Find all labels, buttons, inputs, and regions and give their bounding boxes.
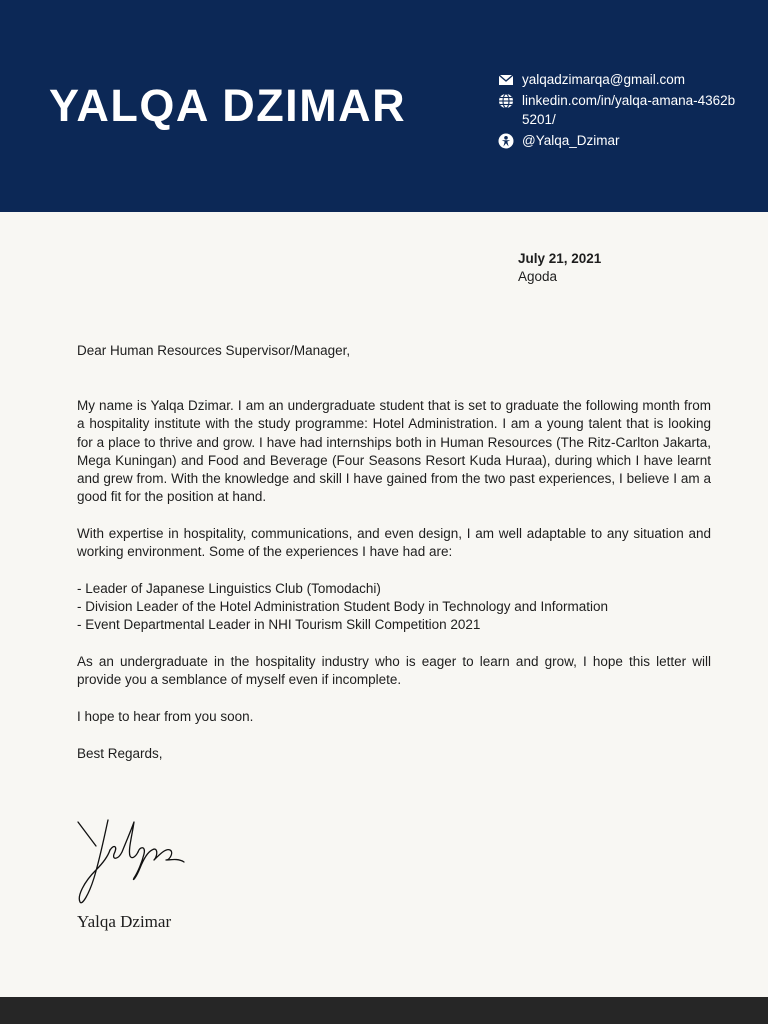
contact-social[interactable] <box>498 131 738 151</box>
handwritten-signature <box>74 816 194 911</box>
header-banner <box>0 0 768 212</box>
contact-email[interactable] <box>498 70 738 90</box>
recipient-company: Agoda <box>518 269 558 284</box>
footer-bar <box>0 997 768 1024</box>
social-icon <box>498 133 514 149</box>
paragraph-closing: As an undergraduate in the hospitality industry who is eager to learn and grow, I hope this letter will provide you a semblance of myself even if incomplete. <box>77 653 711 688</box>
salutation: Dear Human Resources Supervisor/Manager, <box>77 343 351 358</box>
paragraph-hope: I hope to hear from you soon. <box>77 708 254 724</box>
list-item: - Leader of Japanese Linguistics Club (Tomodachi) <box>77 580 381 596</box>
contact-email-text: yalqadzimarqa@gmail.com <box>522 72 686 87</box>
email-icon <box>498 72 514 88</box>
signer-name: Yalqa Dzimar <box>77 912 172 931</box>
contact-linkedin[interactable] <box>498 91 738 130</box>
applicant-name: YALQA DZIMAR <box>49 80 407 131</box>
paragraph-intro: My name is Yalqa Dzimar. I am an undergraduate student that is set to graduate the following month from a hospitality institute with the study programme: Hotel Administration. I am a young talent that is looking for a place to thrive and grow. I have had internships both in Human Resources (The Ritz-Carlton Jakarta, Mega Kuningan) and Food and Beverage (Four Seasons Resort Kuda Huraa), during which I have learnt and grew from. With the knowledge and skill I have gained from the two past experiences, I believe I am a good fit for the position at hand. <box>77 398 711 505</box>
list-item: - Division Leader of the Hotel Administration Student Body in Technology and Information <box>77 599 609 615</box>
closing-phrase: Best Regards, <box>77 745 163 761</box>
globe-icon <box>498 93 514 109</box>
contact-linkedin-text: linkedin.com/in/yalqa-amana-4362b5201/ <box>522 92 736 127</box>
list-item: - Event Departmental Leader in NHI Tourism Skill Competition 2021 <box>77 617 481 633</box>
contact-social-text: @Yalqa_Dzimar <box>522 132 620 148</box>
paragraph-expertise: With expertise in hospitality, communications, and even design, I am well adaptable to any situation and working environment. Some of the experiences I have had are: <box>77 525 711 560</box>
experience-list <box>77 580 711 635</box>
letter-date: July 21, 2021 <box>518 251 602 266</box>
date-block <box>518 250 601 286</box>
letter-body <box>77 342 711 781</box>
contact-list <box>498 70 738 151</box>
